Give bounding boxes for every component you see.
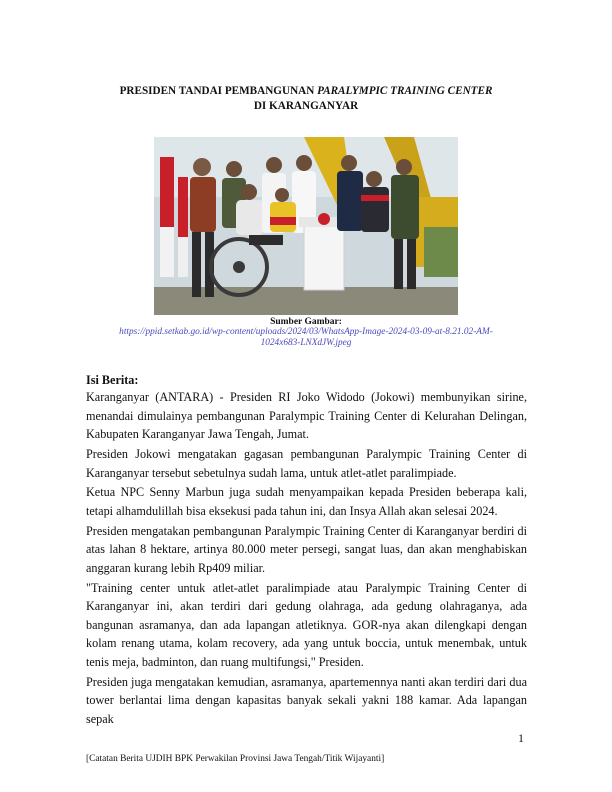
- title-line-1: [0, 84, 612, 99]
- article-body: [86, 388, 527, 730]
- image-caption-label: Sumber Gambar:: [270, 317, 342, 327]
- section-heading: Isi Berita:: [86, 373, 139, 387]
- paragraph: "Training center untuk atlet-atlet paralimpiade atau Paralympic Training Center di Karanganyar ini, akan terdiri dari gedung olahraga, ada gedung olahraganya, ada bangunan asramanya, dan ada lapangan atletiknya. GOR-nya akan dilengkapi dengan kolam renang utama, kolam recovery, ada yang untuk boccia, untuk menembak, untuk tenis meja, badminton, dan ruang multifungsi," Presiden.: [86, 580, 527, 670]
- image-source-link[interactable]: https://ppid.setkab.go.id/wp-content/uploads/2024/03/WhatsApp-Image-2024-03-09-at-8.21.02-AM-1024x683-LNXdJW.jpeg: [119, 327, 493, 348]
- paragraph: Presiden juga mengatakan kemudian, asramanya, apartemennya nanti akan terdiri dari dua tower berlantai lima dengan kapasitas banyak sekali yakni 188 kamar. Ada lapangan sepak: [86, 674, 527, 727]
- paragraph: Ketua NPC Senny Marbun juga sudah menyampaikan kepada Presiden beberapa kali, tetapi alhamdulillah bisa eksekusi pada tahun ini, dan Insya Allah akan selesai 2024.: [86, 485, 527, 518]
- news-photo: [154, 137, 458, 315]
- footer-note: [Catatan Berita UJDIH BPK Perwakilan Provinsi Jawa Tengah/Titik Wijayanti]: [86, 754, 385, 764]
- paragraph: Karanganyar (ANTARA) - Presiden RI Joko Widodo (Jokowi) membunyikan sirine, menandai dimulainya pembangunan Paralympic Training Center di Kelurahan Delingan, Kabupaten Karanganyar Jawa Tengah, Jumat.: [86, 390, 527, 442]
- title-italic-text: PARALYMPIC TRAINING CENTER: [317, 85, 493, 97]
- title-line-2: DI KARANGANYAR: [253, 100, 359, 112]
- title-text: PRESIDEN TANDAI PEMBANGUNAN: [119, 85, 318, 97]
- paragraph: Presiden mengatakan pembangunan Paralympic Training Center di Karanganyar berdiri di atas lahan 8 hektare, artinya 80.000 meter persegi, sangat luas, dan akan menghabiskan anggaran kurang lebih Rp409 miliar.: [86, 523, 527, 575]
- page-number: 1: [518, 731, 524, 745]
- page-title: [0, 84, 612, 114]
- paragraph: Presiden Jokowi mengatakan gagasan pembangunan Paralympic Training Center di Karanganyar tersebut sebetulnya sudah lama, untuk atlet-atlet paralimpiade.: [86, 446, 527, 480]
- photo-illustration: [154, 137, 458, 315]
